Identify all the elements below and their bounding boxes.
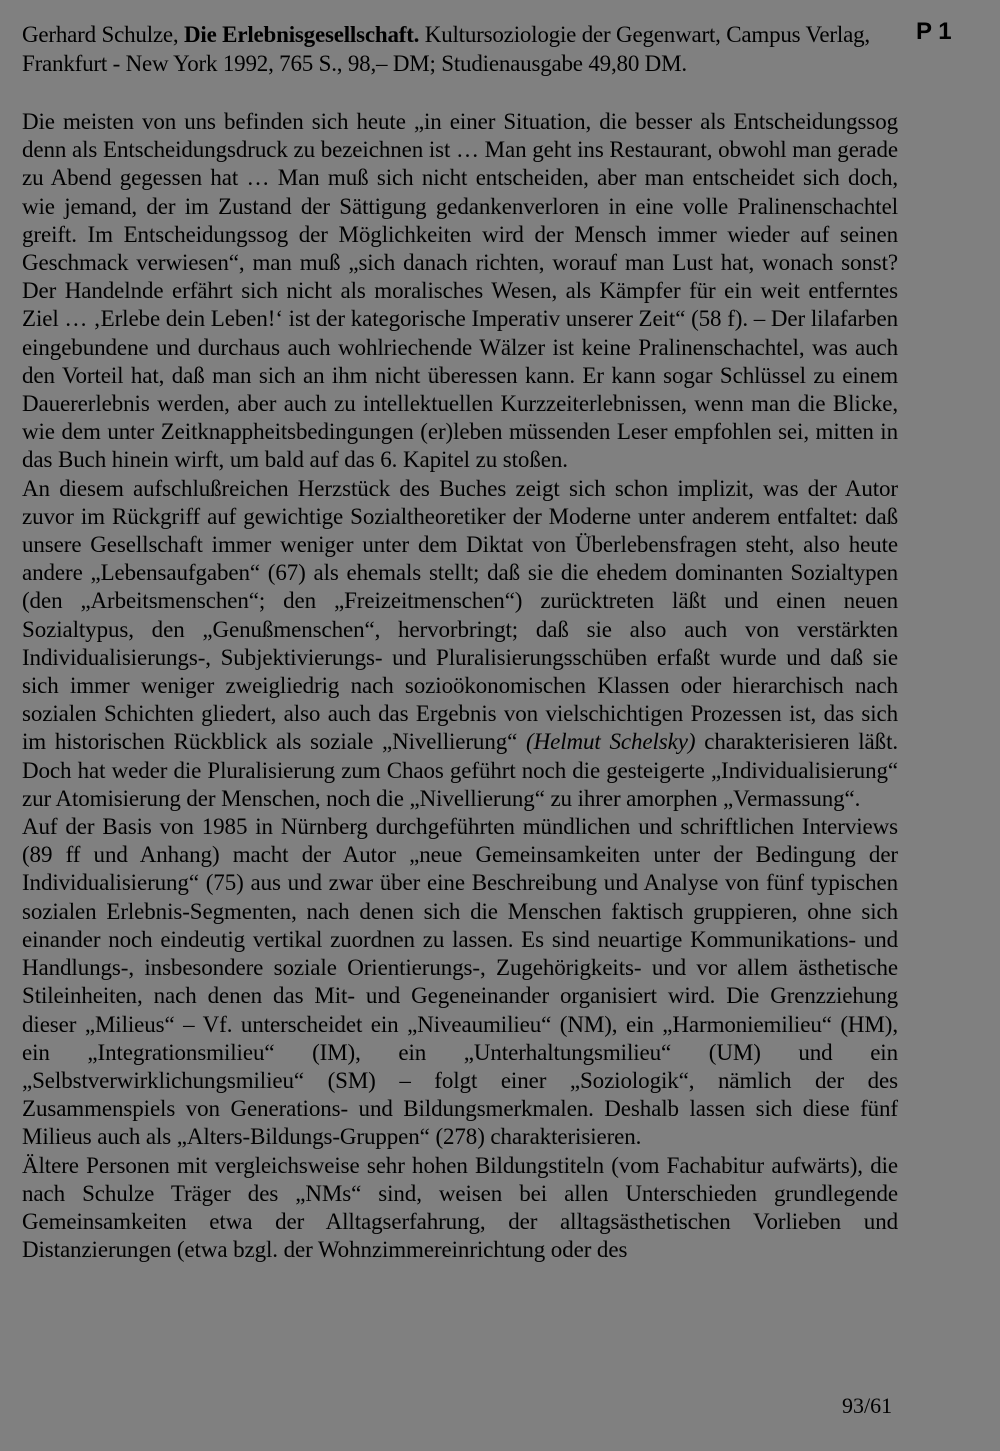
page-number: 93/61 — [842, 1393, 893, 1418]
paragraph: Auf der Basis von 1985 in Nürnberg durchgeführten mündlichen und schriftlichen Interviews (89 ff und Anhang) macht der Autor „neue Gemeinsamkeiten unter der Bedingung der Individualisierung“ (75) aus und zwar über eine Beschreibung und Analyse von fünf typischen sozialen Erlebnis-Segmenten, nach denen sich die Menschen faktisch gruppieren, ohne sich einander noch eindeutig vertikal zuordnen zu lassen. Es sind neuartige Kommunikations- und Handlungs-, insbesondere soziale Orientierungs-, Zugehörigkeits- und vor allem ästhetische Stileinheiten, nach denen das Mit- und Gegeneinander organisiert wird. Die Grenzziehung dieser „Milieus“ – Vf. unterscheidet ein „Niveaumilieu“ (NM), ein „Harmoniemilieu“ (HM), ein „Integrationsmilieu“ (IM), ein „Unterhaltungsmilieu“ (UM) und ein „Selbstverwirklichungsmilieu“ (SM) – folgt einer „Soziologik“, nämlich der des Zusammenspiels von Generations- und Bildungsmerkmalen. Deshalb lassen sich diese fünf Milieus auch als „Alters-Bildungs-Gruppen“ (278) charakterisieren. — [22, 814, 898, 1150]
paragraph: Ältere Personen mit vergleichsweise sehr hohen Bildungstiteln (vom Fachabitur aufwärts), die nach Schulze Träger des „NMs“ sind, weisen bei allen Unterschieden grundlegende Gemeinsamkeiten etwa der Alltagserfahrung, der alltagsästhetischen Vorlieben und Distanzierungen (etwa bzgl. der Wohnzimmereinrichtung oder des — [22, 1152, 898, 1263]
author-name: Gerhard Schulze, — [22, 22, 179, 47]
paragraph: Die meisten von uns befinden sich heute „in einer Situation, die besser als Entscheidungssog denn als Entscheidungsdruck zu bezeichnen ist … Man geht ins Restaurant, obwohl man gerade zu Abend gegessen hat … Man muß sich nicht entscheiden, aber man entscheidet sich doch, wie jemand, der im Zustand der Sättigung gedankenverloren in eine volle Pralinenschachtel greift. Im Entscheidungssog der Möglichkeiten wird der Mensch immer wieder auf seinen Geschmack verwiesen“, man muß „sich danach richten, worauf man Lust hat, wonach sonst? Der Handelnde erfährt sich nicht als moralisches Wesen, als Kämpfer für ein weit entferntes Ziel … ‚Erlebe dein Leben!‘ ist der kategorische Imperativ unserer Zeit“ (58 f). – Der lilafarben eingebundene und durchaus auch wohlriechende Wälzer ist keine Pralinenschachtel, was auch den Vorteil hat, daß man sich an ihm nicht überessen kann. Er kann sogar Schlüssel zu einem Dauererlebnis werden, aber auch zu intellektuellen Kurzzeiterlebnissen, wenn man die Blicke, wie dem unter Zeitknappheitsbedingungen (er)leben müssenden Leser empfohlen sei, mitten in das Buch hinein wirft, um bald auf das 6. Kapitel zu stoßen. — [22, 109, 898, 473]
publication-details: Kultursoziologie der Gegenwart, Campus Verlag, Frankfurt - New York 1992, 765 S., 98,– DM; Studienausgabe 49,80 DM. — [22, 22, 870, 76]
review-body — [22, 108, 898, 1264]
italic-name: (Helmut Schelsky) — [526, 729, 696, 755]
book-title: Die Erlebnisgesellschaft. — [184, 22, 420, 47]
bibliographic-header — [22, 20, 902, 78]
paragraph: An diesem aufschlußreichen Herzstück des Buches zeigt sich schon implizit, was der Autor zuvor im Rückgriff auf gewichtige Sozialtheoretiker der Moderne unter anderem entfaltet: daß unsere Gesellschaft immer weniger unter dem Diktat von Überlebensfragen steht, also heute andere „Lebensaufgaben“ (67) als ehemals stellt; daß sie die ehedem dominanten Sozialtypen (den „Arbeitsmenschen“; den „Freizeitmenschen“) zurücktreten läßt und einen neuen Sozialtypus, den „Genußmenschen“, hervorbringt; daß sie also auch von verstärkten Individualisierungs-, Subjektivierungs- und Pluralisierungsschüben erfaßt wurde und daß sie sich immer weniger zweigliedrig nach sozioökonomischen Klassen oder hierarchisch nach sozialen Schichten gliedert, also auch das Ergebnis von vielschichtigen Prozessen ist, das sich im historischen Rückblick als soziale „Nivellierung“ (Helmut Schelsky) charakterisieren läßt. Doch hat weder die Pluralisierung zum Chaos geführt noch die gesteigerte „Individualisierung“ zur Atomisierung der Menschen, noch die „Nivellierung“ zu ihrer amorphen „Vermassung“. — [22, 475, 899, 811]
page-label: P 1 — [916, 18, 952, 45]
